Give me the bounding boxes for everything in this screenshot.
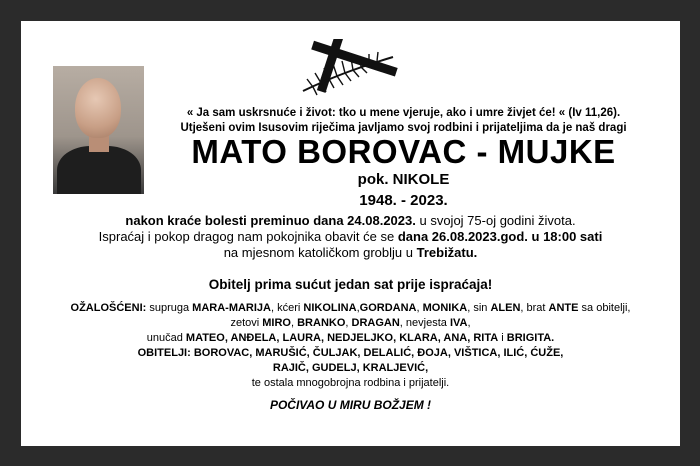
text-segment: , — [416, 302, 423, 314]
text-segment: MIRO — [262, 317, 291, 329]
text-segment: MONIKA — [422, 302, 468, 314]
text-segment: , — [356, 302, 360, 314]
death-notice-line: nakon kraće bolesti preminuo dana 24.08.2023. u svojoj 75-oj godini života. — [125, 213, 576, 228]
relatives-row: te ostala mnogobrojna rodbina i prijatelji. — [251, 377, 450, 389]
text-segment: , sin — [467, 302, 491, 314]
text-segment: ALEN — [490, 302, 521, 314]
text-segment: i — [498, 332, 507, 344]
text-segment: zetovi — [230, 317, 263, 329]
deceased-name: MATO BOROVAC - MUJKE — [191, 133, 616, 170]
obituary-card — [21, 21, 680, 446]
text-segment: GORDANA — [359, 302, 417, 314]
text-segment: IVA — [449, 317, 468, 329]
condolence-note: Obitelj prima sućut jedan sat prije ispraćaja! — [208, 277, 493, 292]
text-segment: DRAGAN — [351, 317, 400, 329]
cross-icon — [293, 39, 405, 99]
bible-quote: « Ja sam uskrsnuće i život: tko u mene vjeruje, ako i umre živjet će! « (Iv 11,26). — [186, 107, 621, 119]
father-name: pok. NIKOLE — [357, 171, 450, 188]
rest-in-peace: POČIVAO U MIRU BOŽJEM ! — [269, 398, 432, 412]
text-segment: , — [345, 317, 352, 329]
text-segment: , nevjesta — [399, 317, 450, 329]
life-years: 1948. - 2023. — [359, 192, 448, 209]
text-segment: NIKOLINA — [303, 302, 357, 314]
mourners-row-1 — [21, 302, 680, 314]
text-segment: ANTE — [548, 302, 579, 314]
text-segment: BRIGITA. — [506, 332, 555, 344]
intro-text: Utješeni ovim Isusovim riječima javljamo svoj rodbini i prijateljima da je naš dragi — [180, 122, 627, 134]
text-segment: unučad — [146, 332, 186, 344]
text-segment: , — [290, 317, 298, 329]
text-segment: MARA-MARIJA — [192, 302, 271, 314]
text-segment: MATEO, ANĐELA, LAURA, NEDJELJKO, KLARA, ANA, RITA — [185, 332, 499, 344]
families-row-2: RAJIČ, GUDELJ, KRALJEVIĆ, — [272, 362, 429, 374]
text-segment: , kćeri — [271, 302, 304, 314]
text-segment: , — [467, 317, 471, 329]
text-segment: OŽALOŠĆENI: — [70, 302, 147, 314]
mourners-row-3 — [21, 332, 680, 344]
funeral-time-line: Ispraćaj i pokop dragog nam pokojnika obavit će se dana 26.08.2023.god. u 18:00 sati — [98, 229, 603, 244]
text-segment: sa obitelji, — [578, 302, 631, 314]
text-segment: BRANKO — [297, 317, 346, 329]
text-segment: supruga — [146, 302, 193, 314]
text-segment: , brat — [520, 302, 549, 314]
families-row-1: OBITELJI: BOROVAC, MARUŠIĆ, ČULJAK, DELALIĆ, ĐOJA, VIŠTICA, ILIĆ, ĆUŽE, — [137, 347, 564, 359]
funeral-place-line: na mjesnom katoličkom groblju u Trebižatu. — [223, 245, 478, 260]
mourners-row-2 — [21, 317, 680, 329]
